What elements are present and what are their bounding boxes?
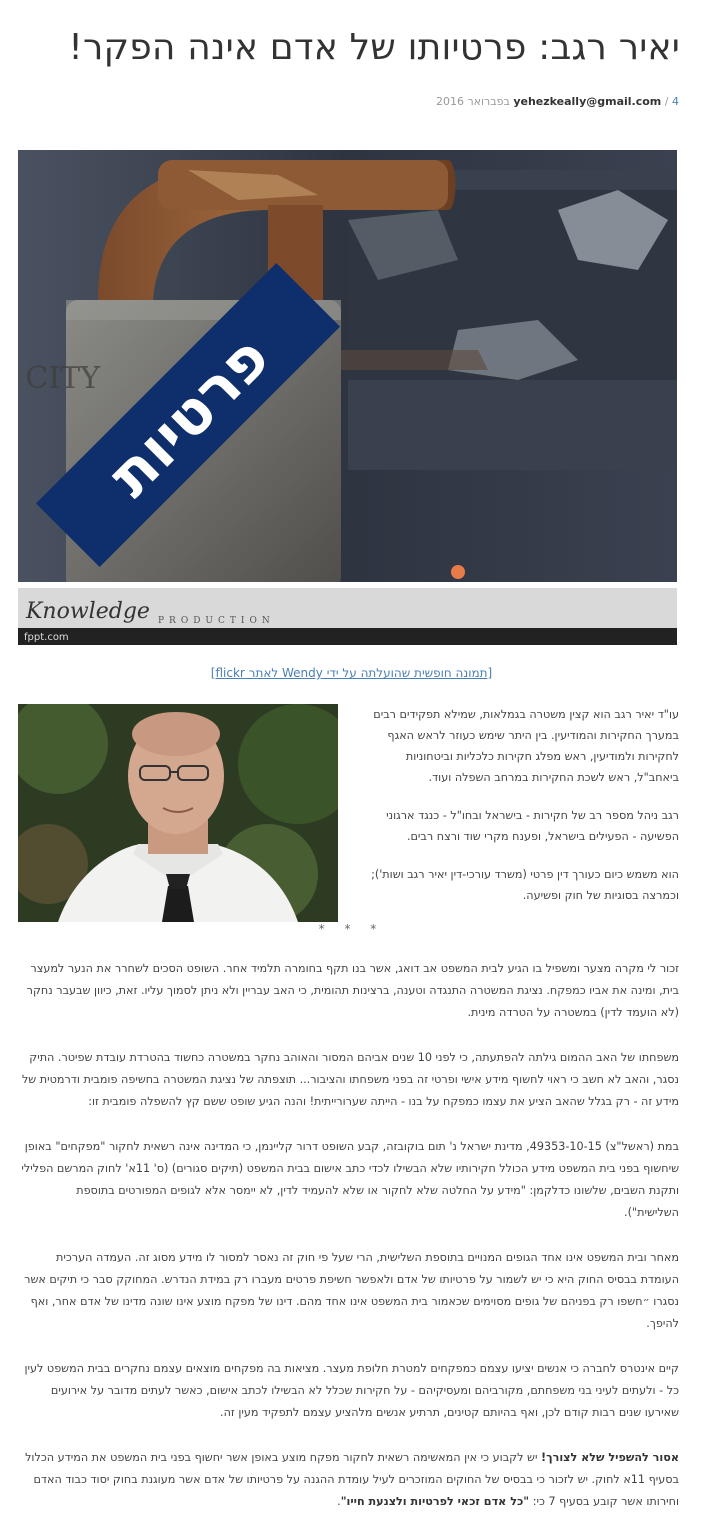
bio-paragraph: רגב ניהל מספר רב של חקירות - בישראל ובחו"ל - כנגד ארגוני הפשיעה - הפעילים בישראל, ופענח מקרי שוד ורצח רבים. (386, 809, 679, 843)
padlock-illustration (18, 150, 677, 645)
meta-day: 4 (672, 95, 679, 108)
hero-image (18, 150, 677, 645)
final-quote: "כל אדם זכאי לפרטיות ולצנעת חייו" (340, 1495, 530, 1508)
bio-paragraph: הוא משמש כיום כעורך דין פרטי (משרד עורכי-דין יאיר רגב ושות'); וכמרצה בסוגיות של חוק ופשיעה. (371, 868, 679, 902)
body-paragraph: במת (ראשל"צ) 49353-10-15, מדינת ישראל נ' תום בוקובזה, קבע השופט דרור קליינמן, כי המדינה אינה רשאית לחקור "מפקחים" באופן שיחשוף בפני בית המשפט מידע הכולל חקירותיו שלא הבשילו לכדי כתב אישום בבית המשפט (תיקים סגורים) (ס' 11א' לחוק המרשם הפלילי ותקנת השבים, שלשונו כדלקמן: "מידע על החלטה שלא לחקור או שלא להעמיד לדין, לא יימסר אלא לגופים המפורטים בתוספת השלישית"). (21, 1140, 679, 1219)
brand-sub: PRODUCTION (158, 616, 275, 626)
portrait-photo (18, 704, 338, 922)
meta-separator: / (664, 95, 669, 108)
privacy-banner-text: פרטיות (95, 322, 284, 511)
author-portrait (18, 704, 338, 922)
author-bio (361, 704, 679, 923)
body-paragraph: קיים אינטרס לחברה כי אנשים יציעו עצמם כמפקחים למטרת חלופת מעצר. מציאות בה מפקחים מוצאים עצמם נחקרים בבית המשפט לעין כל - ולעתים לעיני בני משפחתם, מקורביהם ומעסיקיהם - על חקירות שכלל לא הבשילו לכתב אישום, כאשר לעתים מדובר על אירועים שאירעו שנים רבות קודם לכן, ואף בהיותם קטינים, תרתיע אנשים מלהציע עצמם לתפקיד מעין זה. (24, 1362, 679, 1419)
final-lead: אסור להשפיל שלא לצורך! (541, 1451, 679, 1464)
body-paragraph: זכור לי מקרה מצער ומשפיל בו הגיע לבית המשפט אב דואג, אשר בנו תקף בחומרה תלמיד אחר. השופט הסכים לשחרר את הנער למעצר בית, ומינה את אביו כמפקח. נציגת המשטרה התנגדה וטענה, ברצינות תהומית, כי האב עבריין ולא ניתן לסמוך עליו. זאת, כיוון שבעבר נחקר (לא הועמד לדין) במשטרה על הטרדה מינית. (26, 962, 679, 1019)
brand-logo: Knowledge (26, 599, 150, 624)
body-paragraph: מאחר ובית המשפט אינו אחד הגופים המנויים בתוספת השלישית, הרי שעל פי חוק זה נאסר למסור לו מידע מסוג זה. העמדה הערכית העומדת בבסיס החוק היא כי יש לשמור על פרטיותו של אדם ולאפשר חשיפת פרטים מעברו רק במידת הנדרש. המחוקק סבר כי תיקים אשר נסגרו ״חשפו רק בפניהם של גופים מסוימים שכאמור בית המשפט אינו אחד מהם. דינו של מפקח מוצע אינו שונה מדינו של אדם אחר, ואף להיפך. (24, 1251, 679, 1330)
image-caption-link[interactable]: [תמונה חופשית שהועלתה על ידי Wendy לאתר flickr] (210, 666, 493, 680)
article-meta (436, 95, 679, 108)
final-body: יש לקבוע כי אין המאשימה רשאית לחקור מפקח מוצע באופן אשר יחשוף בפני בית המשפט את המידע הכלול בסעיף 11א לחוק. יש לזכור כי בבסיס של החוקים המוזכרים לעיל עומדת ההגנה על פרטיותו של אדם אשר מעוגנת בחוק יסוד כבוד האדם וחירותו אשר קובע בסעיף 7 כי: (25, 1451, 679, 1508)
article-title: יאיר רגב: פרטיותו של אדם אינה הפקר! (68, 27, 680, 68)
article-body (19, 958, 679, 1536)
bio-paragraph: עו"ד יאיר רגב הוא קצין משטרה בגמלאות, שמילא תפקידים רבים במערך החקירות והמודיעין. בין היתר שימש כעוזר לראש האגף לחקירות ולמודיעין, ראש מפלג חקירות כלכליות וביטחוניות ביאחב"ל, ראש לשכת החקירות במרחב השפלה ועוד. (373, 708, 679, 784)
final-end: . (337, 1495, 341, 1508)
body-paragraph: משפחתו של האב ההמום גילתה להפתעתה, כי לפני 10 שנים אביהם המסור והאוהב נחקר במשטרה כחשוד בהטרדת עובדת שפיטר. התיק נסגר, והאב לא חשב כי ראוי לחשוף מידע אישי ופרטי זה בפני משפחתו והציבור... תוצפתה של נציגת המשטרה בחשיפה פומבית ודרמטית של מידע זה - רק בגלל שהאב הציע את עצמו כמפקח על בנו - הייתה שערורייתית! והנה הגיע שופט ששם קץ להשפלה פומבית זו: (21, 1051, 679, 1108)
body-paragraph-final (19, 1447, 679, 1513)
lock-engraving: CITY (25, 361, 100, 396)
site-watermark: fppt.com (24, 632, 69, 643)
meta-date: בפברואר 2016 (435, 95, 510, 108)
author-link[interactable]: yehezkeally@gmail.com (513, 95, 662, 108)
section-separator: * * * (318, 922, 385, 936)
